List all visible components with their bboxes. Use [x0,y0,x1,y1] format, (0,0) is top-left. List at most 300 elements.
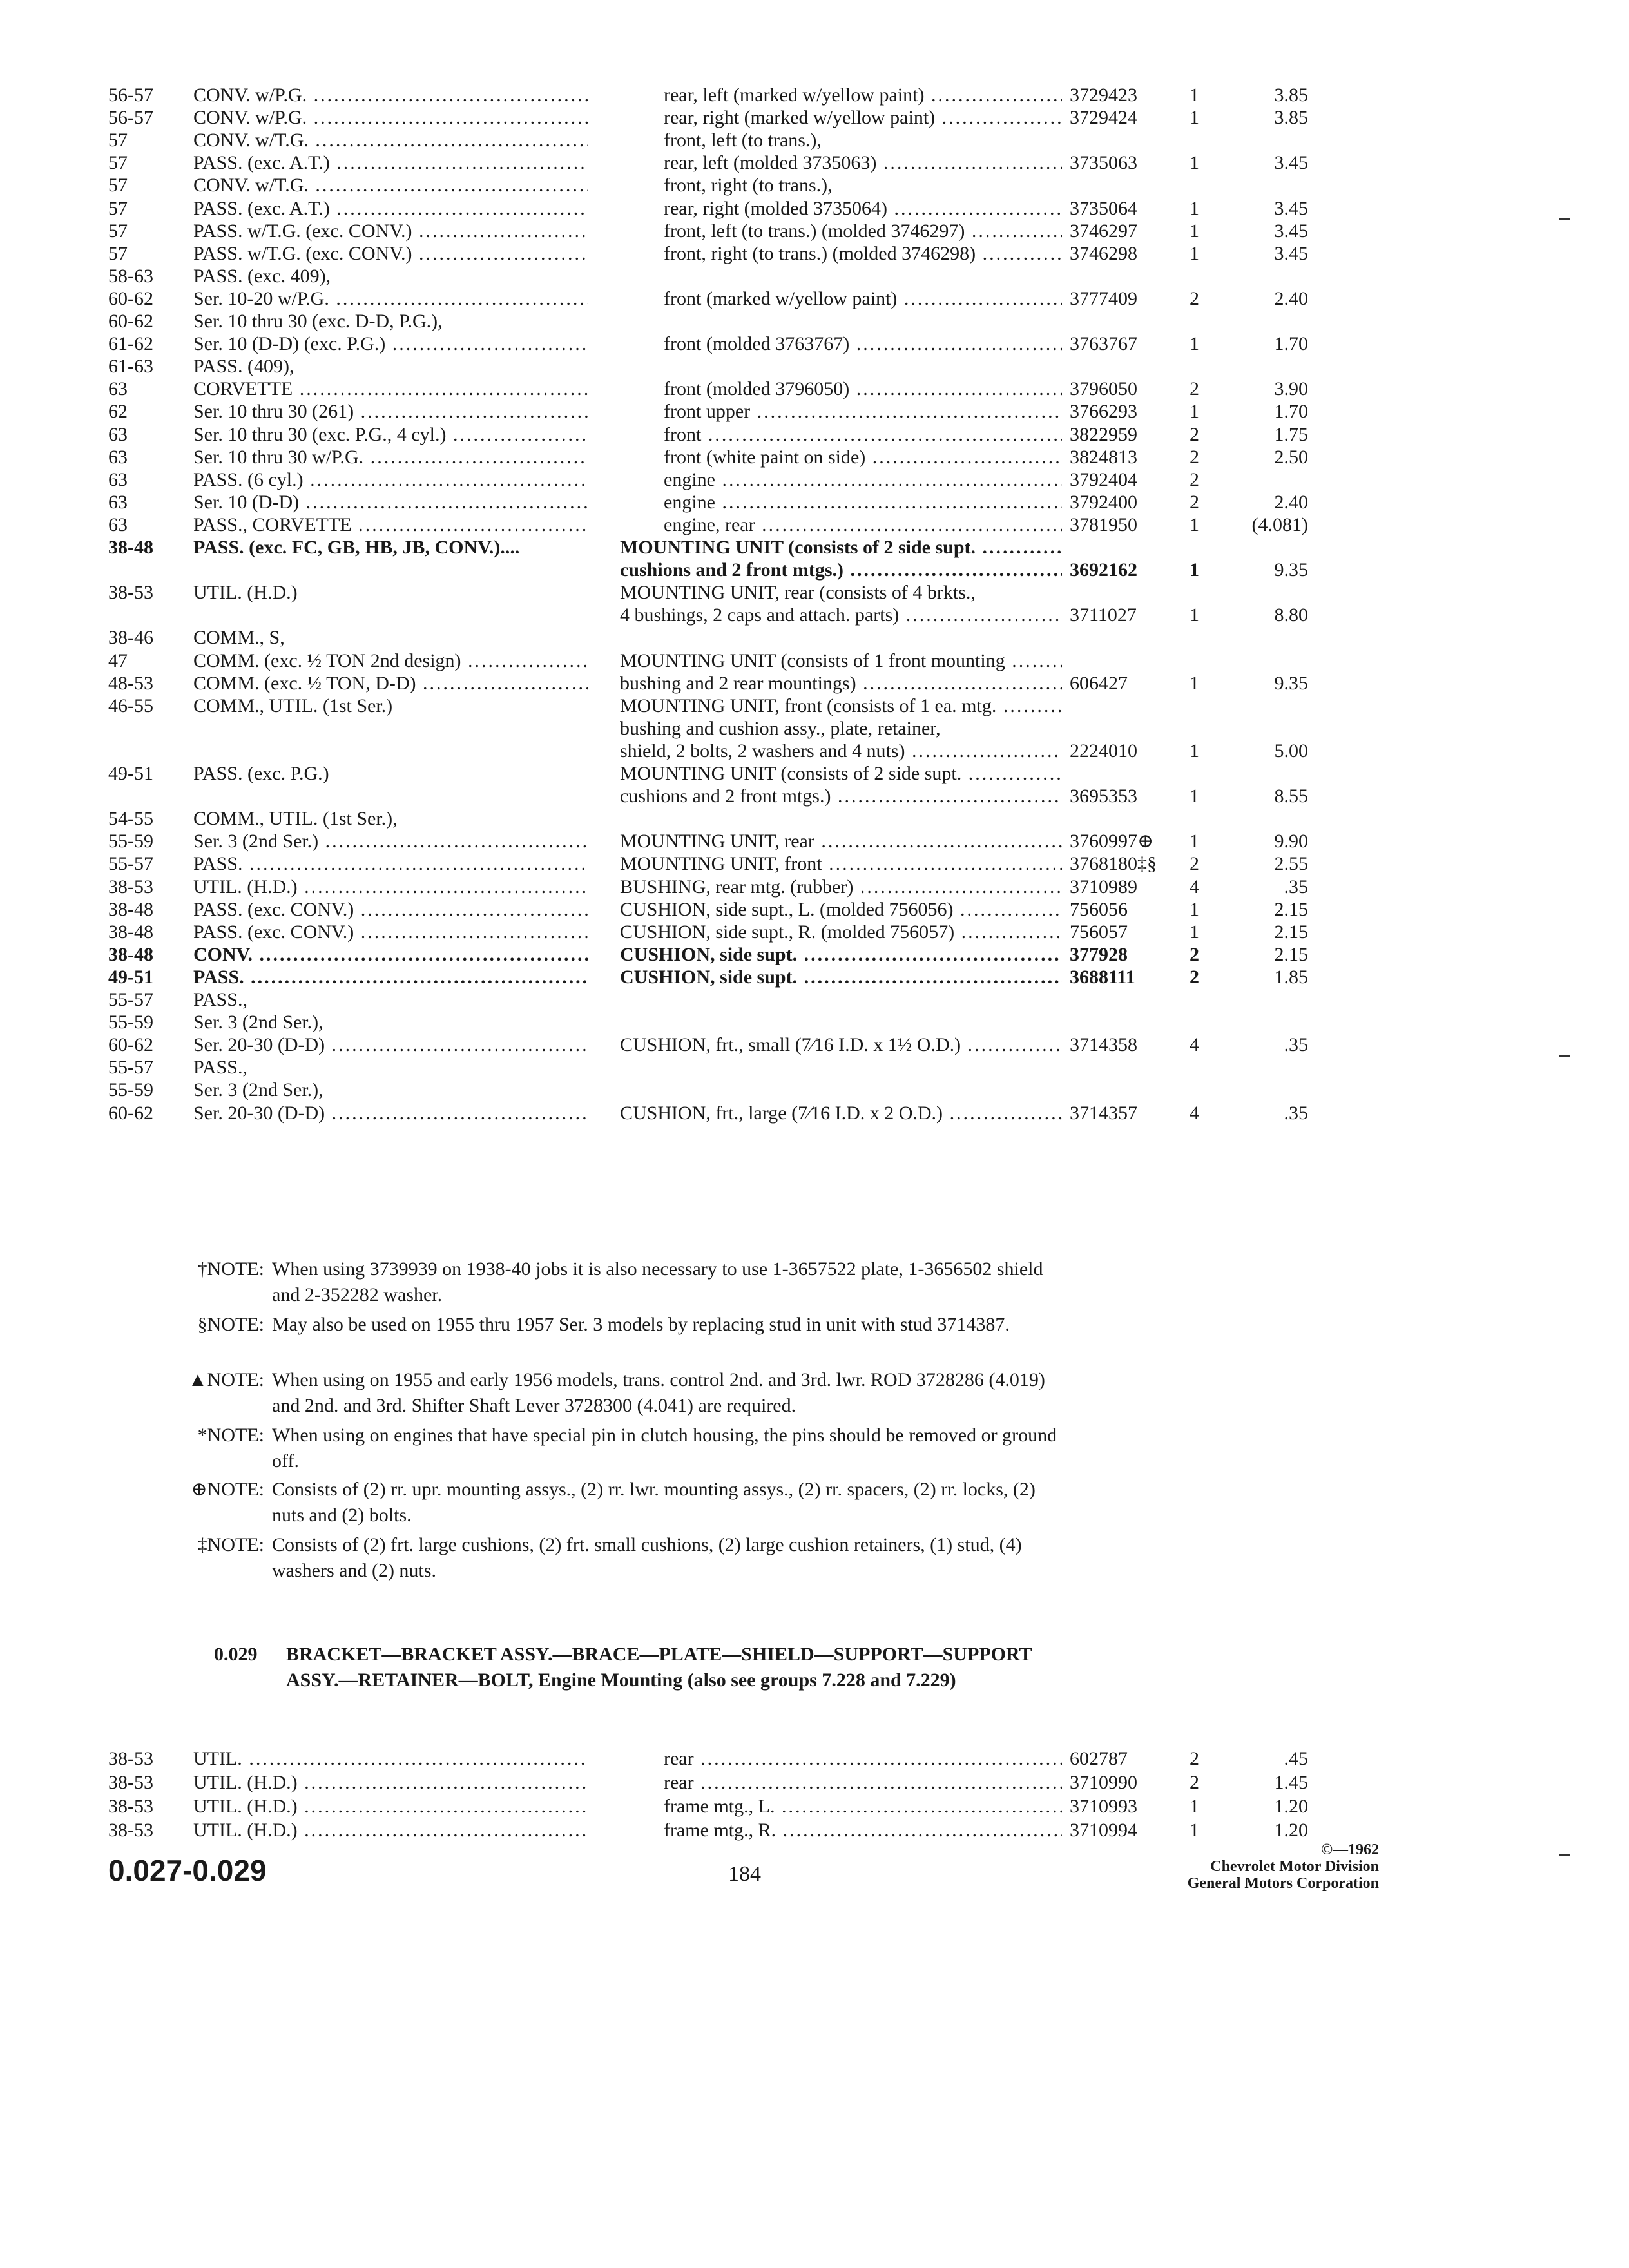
description-cell-text: front, left (to trans.), [664,130,822,151]
year-cell-text: 63 [108,378,128,400]
part-number-cell-text: 602787 [1070,1748,1128,1769]
model-cell-text: PASS. (exc. CONV.) [193,921,354,943]
description-cell [620,693,1062,719]
model-cell-text: UTIL. (H.D.) [193,582,298,604]
year-cell-text: 38-48 [108,921,153,943]
quantity-cell-text: 1 [1190,672,1199,694]
quantity-cell [1190,965,1215,990]
year-cell [108,1055,192,1081]
model-cell-text: Ser. 20-30 (D-D) [193,1102,325,1124]
part-number-cell [1070,738,1173,764]
description-cell [620,965,1062,990]
quantity-cell-text: 1 [1190,514,1199,535]
price-cell [1224,399,1308,425]
price-cell-text: 2.15 [1274,921,1308,943]
part-number-cell [1070,150,1173,176]
part-number-cell-text: 3781950 [1070,514,1137,535]
year-cell-text: 38-53 [108,1796,153,1817]
part-number-cell-text: 756056 [1070,898,1128,920]
quantity-cell-text: 1 [1190,740,1199,762]
model-cell [193,399,588,425]
model-cell-text: CONV. w/T.G. [193,130,309,151]
footnote-marker: ▲NOTE: [188,1369,264,1390]
year-cell-text: 61-62 [108,333,153,355]
description-cell-text: frame mtg., L. [664,1796,775,1817]
footnote-marker: §NOTE: [197,1314,264,1335]
quantity-cell-text: 1 [1190,921,1199,943]
footnote [129,1367,1070,1419]
quantity-cell [1190,602,1215,628]
year-cell [108,512,192,538]
quantity-cell [1190,738,1215,764]
year-cell [108,693,192,719]
model-cell-text: CONV. w/T.G. [193,175,309,197]
model-cell [193,490,588,515]
quantity-cell [1190,942,1215,968]
quantity-cell [1190,399,1215,425]
year-cell [108,1100,192,1126]
quantity-cell [1190,241,1215,267]
part-number-cell-text: 3695353 [1070,785,1137,807]
part-number-cell [1070,602,1173,628]
year-cell-text: 49-51 [108,763,153,784]
model-cell-text: Ser. 20-30 (D-D) [193,1034,325,1056]
quantity-cell-text: 4 [1190,1102,1199,1124]
model-cell [193,761,588,787]
quantity-cell [1190,331,1215,357]
part-number-cell [1070,919,1173,945]
year-cell [108,580,192,606]
year-cell [108,874,192,900]
description-cell [620,874,1062,900]
description-cell-text: frame mtg., R. [664,1820,776,1841]
price-cell [1224,150,1308,176]
description-cell [620,716,1062,742]
year-cell-text: 57 [108,130,128,151]
group-title: BRACKET—BRACKET ASSY.—BRACE—PLATE—SHIELD—SUPPORT—SUPPORT ASSY.—RETAINER—BOLT, Engine Mounting (also see groups 7.228 and 7.229) [286,1644,1032,1691]
model-cell-text: PASS. [193,966,244,988]
description-cell-text: rear, right (molded 3735064) [664,197,888,219]
quantity-cell-text: 1 [1190,401,1199,423]
year-cell [108,851,192,877]
part-number-cell [1070,105,1173,131]
model-cell [193,625,588,651]
model-cell [193,806,588,832]
description-cell-text: front (marked w/yellow paint) [664,287,898,309]
year-cell [108,422,192,448]
model-cell-text: Ser. 10 thru 30 (exc. P.G., 4 cyl.) [193,423,447,445]
model-cell-text: UTIL. [193,1748,242,1769]
quantity-cell [1190,467,1215,493]
year-cell-text: 60-62 [108,287,153,309]
quantity-cell [1190,829,1215,854]
part-number-cell [1070,218,1173,244]
price-cell [1224,376,1308,402]
year-cell [108,264,192,289]
footer-group-range: 0.027-0.029 [108,1854,267,1887]
quantity-cell [1190,874,1215,900]
year-cell-text: 55-59 [108,1012,153,1033]
year-cell [108,987,192,1013]
price-cell-text: 9.35 [1274,672,1308,694]
price-cell [1224,671,1308,697]
quantity-cell [1190,919,1215,945]
description-cell [664,1770,1062,1796]
part-number-cell [1070,422,1173,448]
description-cell [620,580,1062,606]
model-cell-text: Ser. 10 thru 30 (261) [193,401,354,423]
quantity-cell-text: 1 [1190,604,1199,626]
model-cell [193,512,588,538]
model-cell-text: CONV. [193,943,253,965]
model-cell [193,218,588,244]
price-cell [1224,1770,1308,1796]
part-number-cell-text: 3714358 [1070,1034,1137,1056]
quantity-cell-text: 2 [1190,446,1199,468]
part-number-cell-text: 3729424 [1070,107,1137,129]
year-cell [108,105,192,131]
description-cell-text: CUSHION, side supt. [620,966,798,988]
footnote-text: Consists of (2) frt. large cushions, (2) frt. small cushions, (2) large cushion retainers, (1) stud, (4) washers and (2) nuts. [272,1534,1022,1581]
description-cell [664,376,1062,402]
description-cell [664,512,1062,538]
margin-mark [1559,218,1570,220]
part-number-cell [1070,286,1173,312]
description-cell-text: front, right (to trans.) (molded 3746298) [664,242,976,264]
model-cell [193,354,588,380]
model-cell [193,1055,588,1081]
price-cell [1224,783,1308,809]
price-cell-text: 3.45 [1274,152,1308,174]
model-cell-text: Ser. 3 (2nd Ser.) [193,831,319,852]
model-cell-text: Ser. 10 (D-D) [193,491,300,513]
price-cell-text: 1.70 [1274,401,1308,423]
price-cell-text: 2.15 [1274,943,1308,965]
model-cell [193,286,588,312]
model-cell-text: PASS. [193,853,243,875]
part-number-cell-text: 3824813 [1070,446,1137,468]
part-number-cell-text: 3735063 [1070,152,1137,174]
price-cell-text: 9.35 [1274,559,1308,581]
footnote-text: Consists of (2) rr. upr. mounting assys., (2) rr. lwr. mounting assys., (2) rr. spacers, (2) rr. locks, (2) nuts and (2) bolts. [272,1479,1036,1526]
model-cell [193,82,588,108]
description-cell-text: MOUNTING UNIT, rear (consists of 4 brkts., [620,582,976,604]
quantity-cell [1190,851,1215,877]
description-cell-text: engine [664,468,715,490]
year-cell [108,354,192,380]
part-number-cell-text: 3729423 [1070,84,1137,106]
price-cell-text: 8.55 [1274,785,1308,807]
year-cell-text: 57 [108,242,128,264]
footnote-text: When using 3739939 on 1938-40 jobs it is also necessary to use 1-3657522 plate, 1-3656502 shield and 2-352282 washer. [272,1258,1043,1305]
model-cell [193,648,588,674]
price-cell-text: 3.45 [1274,197,1308,219]
model-cell-text: Ser. 3 (2nd Ser.), [193,1079,323,1101]
description-cell-text: MOUNTING UNIT, rear [620,831,815,852]
model-cell-text: UTIL. (H.D.) [193,1820,298,1841]
year-cell-text: 62 [108,401,128,423]
quantity-cell-text: 1 [1190,785,1199,807]
year-cell-text: 38-53 [108,582,153,604]
part-number-cell [1070,82,1173,108]
description-cell-text: front [664,423,702,445]
price-cell-text: 1.70 [1274,333,1308,355]
description-cell [664,445,1062,470]
model-cell [193,1794,588,1820]
copyright-division: Chevrolet Motor Division [1210,1858,1379,1875]
quantity-cell [1190,445,1215,470]
footnote [129,1256,1070,1308]
part-number-cell [1070,1794,1173,1820]
part-number-cell [1070,851,1173,877]
price-cell-text: 3.45 [1274,220,1308,242]
description-cell-text: shield, 2 bolts, 2 washers and 4 nuts) [620,740,905,762]
price-cell-text: 2.55 [1274,853,1308,875]
year-cell-text: 60-62 [108,311,153,332]
price-cell [1224,490,1308,515]
model-cell-text: COMM., UTIL. (1st Ser.) [193,695,393,716]
description-cell-text: CUSHION, side supt., L. (molded 756056) [620,898,954,920]
description-cell-text: CUSHION, frt., large (7⁄16 I.D. x 2 O.D.) [620,1102,943,1124]
description-cell [664,331,1062,357]
description-cell [664,218,1062,244]
price-cell [1224,286,1308,312]
description-cell [620,942,1062,968]
model-cell-text: PASS. (exc. A.T.) [193,152,330,174]
year-cell [108,1077,192,1103]
year-cell-text: 57 [108,220,128,242]
price-cell [1224,1100,1308,1126]
year-cell-text: 47 [108,649,128,671]
description-cell-text: bushing and 2 rear mountings) [620,672,856,694]
quantity-cell [1190,1100,1215,1126]
model-cell [193,1077,588,1103]
model-cell [193,580,588,606]
year-cell-text: 55-59 [108,831,153,852]
part-number-cell-text: 756057 [1070,921,1128,943]
page-number: 184 [728,1862,761,1886]
model-cell-text: PASS. (6 cyl.) [193,468,304,490]
part-number-cell-text: 377928 [1070,943,1128,965]
description-cell [620,897,1062,923]
model-cell-text: CORVETTE [193,378,293,400]
description-cell [664,173,1062,198]
quantity-cell [1190,82,1215,108]
part-number-cell-text: 3710993 [1070,1796,1137,1817]
model-cell-text: PASS. (exc. A.T.) [193,197,330,219]
year-cell-text: 63 [108,468,128,490]
description-cell-text: MOUNTING UNIT, front (consists of 1 ea. mtg. [620,695,997,716]
price-cell [1224,829,1308,854]
year-cell [108,965,192,990]
year-cell [108,286,192,312]
quantity-cell-text: 2 [1190,287,1199,309]
model-cell [193,1010,588,1035]
year-cell [108,671,192,697]
part-number-cell-text: 3711027 [1070,604,1137,626]
year-cell [108,806,192,832]
quantity-cell-text: 1 [1190,220,1199,242]
price-cell [1224,965,1308,990]
footnote-text: When using on 1955 and early 1956 models, trans. control 2nd. and 3rd. lwr. ROD 3728286 (4.019) and 2nd. and 3rd. Shifter Shaft Lever 3728300 (4.041) are required. [272,1369,1045,1416]
description-cell [620,557,1062,583]
year-cell [108,625,192,651]
quantity-cell-text: 2 [1190,378,1199,400]
model-cell-text: COMM. (exc. ½ TON, D-D) [193,672,416,694]
price-cell [1224,738,1308,764]
year-cell [108,648,192,674]
year-cell-text: 63 [108,491,128,513]
quantity-cell [1190,1746,1215,1772]
quantity-cell [1190,512,1215,538]
description-cell [664,128,1062,153]
part-number-cell-text: 3710989 [1070,876,1137,898]
part-number-cell [1070,671,1173,697]
model-cell-text: Ser. 10 thru 30 w/P.G. [193,446,364,468]
description-cell [664,1746,1062,1772]
year-cell-text: 61-63 [108,356,153,378]
part-number-cell [1070,942,1173,968]
price-cell [1224,919,1308,945]
model-cell [193,1818,588,1843]
year-cell [108,150,192,176]
price-cell [1224,445,1308,470]
price-cell-text: .35 [1284,876,1308,898]
part-number-cell [1070,874,1173,900]
price-cell [1224,331,1308,357]
year-cell [108,331,192,357]
part-number-cell-text: 3796050 [1070,378,1137,400]
year-cell-text: 63 [108,446,128,468]
year-cell [108,1818,192,1843]
footnote-marker: ‡NOTE: [197,1534,264,1555]
description-cell [664,399,1062,425]
part-number-cell-text: 3735064 [1070,197,1137,219]
price-cell [1224,897,1308,923]
quantity-cell [1190,1032,1215,1058]
model-cell [193,376,588,402]
year-cell [108,445,192,470]
model-cell [193,535,588,561]
quantity-cell-text: 1 [1190,107,1199,129]
copyright-block [1188,1841,1379,1892]
part-number-cell-text: 3822959 [1070,423,1137,445]
year-cell [108,942,192,968]
model-cell-text: UTIL. (H.D.) [193,1772,298,1793]
quantity-cell [1190,490,1215,515]
description-cell [664,422,1062,448]
quantity-cell [1190,1794,1215,1820]
price-cell [1224,512,1308,538]
year-cell-text: 56-57 [108,107,153,129]
quantity-cell [1190,286,1215,312]
year-cell-text: 49-51 [108,966,153,988]
description-cell-text: cushions and 2 front mtgs.) [620,785,831,807]
part-number-cell [1070,829,1173,854]
price-cell-text: 2.40 [1274,287,1308,309]
year-cell-text: 60-62 [108,1102,153,1124]
part-number-cell [1070,1818,1173,1843]
model-cell-text: COMM., UTIL. (1st Ser.), [193,808,398,830]
description-cell-text: CUSHION, side supt., R. (molded 756057) [620,921,955,943]
group-number: 0.029 [214,1644,258,1665]
price-cell [1224,1746,1308,1772]
model-cell-text: COMM., S, [193,627,285,649]
model-cell-text: PASS., [193,989,247,1010]
quantity-cell [1190,150,1215,176]
description-cell-text: rear [664,1748,694,1769]
part-number-cell-text: 3746298 [1070,242,1137,264]
model-cell [193,671,588,697]
quantity-cell-text: 1 [1190,831,1199,852]
price-cell-text: 3.85 [1274,107,1308,129]
quantity-cell-text: 1 [1190,1820,1199,1841]
part-number-cell [1070,490,1173,515]
price-cell-text: 3.90 [1274,378,1308,400]
footnote [129,1312,1070,1338]
description-cell [664,105,1062,131]
year-cell-text: 55-57 [108,989,153,1010]
quantity-cell-text: 4 [1190,876,1199,898]
quantity-cell-text: 1 [1190,242,1199,264]
model-cell-text: PASS. (exc. FC, GB, HB, JB, CONV.).... [193,537,520,558]
part-number-cell-text: 3760997⊕ [1070,831,1154,852]
model-cell [193,829,588,854]
description-cell-text: front (white paint on side) [664,446,866,468]
description-cell-text: engine, rear [664,514,755,535]
part-number-cell [1070,331,1173,357]
price-cell-text: 3.45 [1274,242,1308,264]
description-cell [620,851,1062,877]
model-cell-text: Ser. 3 (2nd Ser.), [193,1012,323,1033]
year-cell-text: 38-53 [108,1772,153,1793]
description-cell [664,467,1062,493]
quantity-cell [1190,105,1215,131]
part-number-cell-text: 3710994 [1070,1820,1137,1841]
year-cell-text: 63 [108,423,128,445]
part-number-cell-text: 2224010 [1070,740,1137,762]
price-cell-text: 1.75 [1274,423,1308,445]
description-cell [664,150,1062,176]
description-cell [620,761,1062,787]
description-cell [620,535,1062,561]
year-cell [108,1770,192,1796]
footnote-marker: †NOTE: [197,1258,264,1280]
quantity-cell-text: 2 [1190,423,1199,445]
description-cell [664,286,1062,312]
description-cell-text: bushing and cushion assy., plate, retainer, [620,717,941,739]
footnote-marker: *NOTE: [197,1425,264,1446]
model-cell [193,942,588,968]
price-cell-text: 3.85 [1274,84,1308,106]
year-cell-text: 57 [108,152,128,174]
year-cell [108,467,192,493]
footnote-marker: ⊕NOTE: [191,1479,264,1500]
model-cell [193,150,588,176]
copyright-year: ©—1962 [1321,1841,1379,1858]
quantity-cell-text: 2 [1190,966,1199,988]
part-number-cell [1070,399,1173,425]
model-cell-text: PASS. (exc. 409), [193,265,331,287]
part-number-cell [1070,1032,1173,1058]
price-cell-text: 1.20 [1274,1796,1308,1817]
description-cell-text: front upper [664,401,751,423]
description-cell [664,1794,1062,1820]
part-number-cell-text: 3766293 [1070,401,1137,423]
footnote [129,1423,1070,1474]
model-cell-text: COMM. (exc. ½ TON 2nd design) [193,649,461,671]
price-cell [1224,196,1308,222]
